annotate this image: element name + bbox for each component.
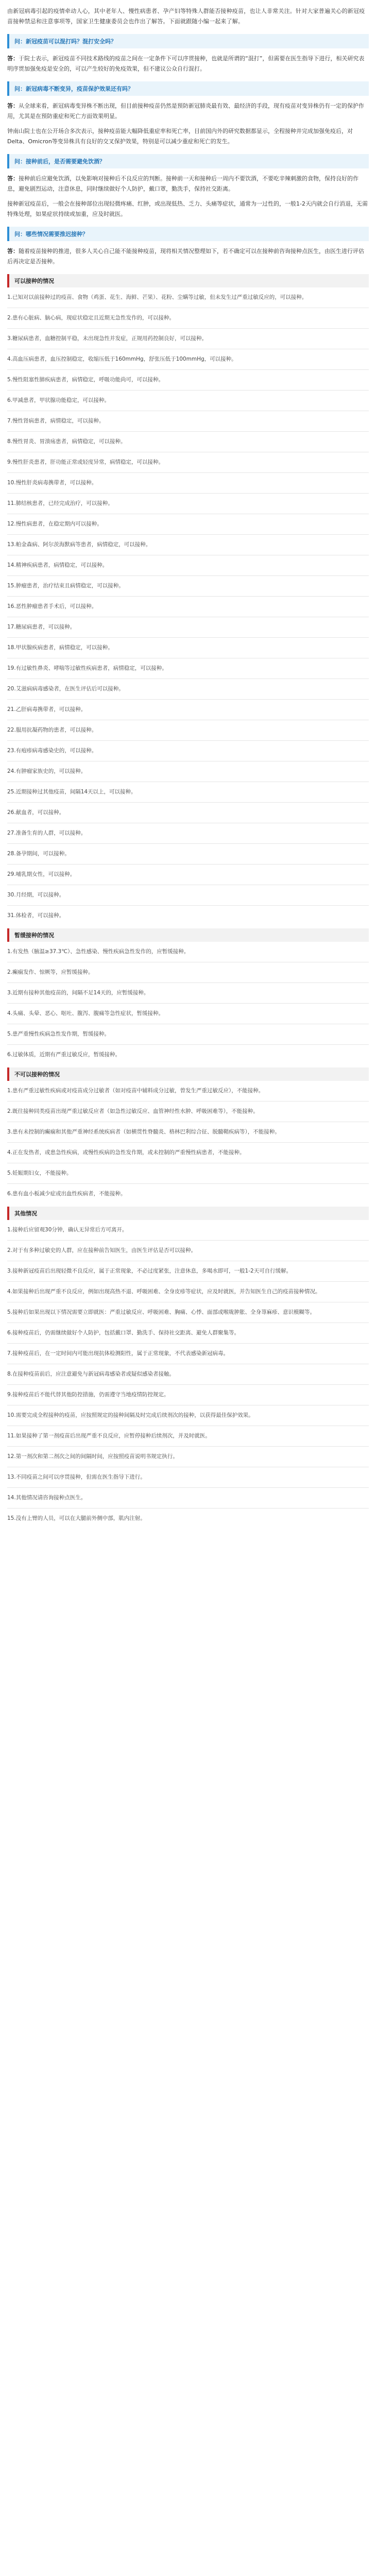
qa-block-2 (7, 81, 369, 146)
divider (7, 1281, 369, 1282)
divider (7, 596, 369, 597)
list-item: 7.接种疫苗后，在一定时间内可能出现抗体检测阳性，属于正常现象，不代表感染新冠病毒。 (7, 1350, 229, 1357)
list-item: 8.在接种疫苗前后，应注意避免与新冠病毒感染者或疑似感染者接触。 (7, 1371, 175, 1377)
answer-text: 于院士表示，新冠疫苗不同技术路线的疫苗之间在一定条件下可以序贯接种，也就是所谓的“混打”，但需要在医生指导下进行，相关研究表明序贯加强免疫是安全的，可以产生较好的免疫效果，但不建议公众自行混打。 (7, 55, 365, 72)
list-item: 3.糖尿病患者，血糖控制平稳，未出现急性并发症，正规用药控制良好，可以接种。 (7, 335, 208, 342)
divider (7, 1142, 369, 1143)
question-heading: 问：新冠病毒不断变异，疫苗保护效果还有吗？ (7, 81, 369, 96)
list-item: 4.如果接种后出现严重不良反应，例如出现高热不退、呼吸困难、全身皮疹等症状，应及时就医，并告知医生自己的疫苗接种情况。 (7, 1289, 321, 1295)
divider (7, 864, 369, 865)
answer-text: 从全球来看，新冠病毒变异株不断出现，但目前接种疫苗仍然是预防新冠肺炎最有效、最经济的手段，现有疫苗对变异株仍有一定的保护作用，尤其是在预防重症和死亡方面效果明显。 (7, 103, 364, 120)
qa-block-1 (7, 34, 369, 74)
divider (7, 982, 369, 983)
list-item: 26.献血者，可以接种。 (7, 809, 65, 816)
divider (7, 1446, 369, 1447)
answer-paragraph-2: 接种新冠疫苗后，一般会在接种部位出现轻微疼痛、红肿，或出现低热、乏力、头痛等症状，通常为一过性的，一般1-2天内就会自行消退，无需特殊处理，如果症状持续或加重，应及时就医。 (7, 200, 368, 217)
answer-lead: 答： (7, 248, 19, 255)
list-item: 25.近期接种过其他疫苗，间隔14天以上，可以接种。 (7, 789, 136, 795)
list-item: 22.服用抗凝药物的患者，可以接种。 (7, 727, 97, 733)
list-item: 12.第一剂次和第二剂次之间的间隔时间，应按照疫苗说明书规定执行。 (7, 1453, 178, 1460)
list-item: 5.妊娠期妇女，不能接种。 (7, 1170, 72, 1176)
list-item: 5.接种后如果出现以下情况需要立即就医：严重过敏反应、呼吸困难、胸痛、心悸、面部或喉咙肿胀、全身荨麻疹、意识模糊等。 (7, 1309, 316, 1315)
list-item: 23.有疱疹病毒感染史的，可以接种。 (7, 748, 97, 754)
list-item: 5.慢性阻塞性肺疾病患者，病情稳定，呼吸功能尚可，可以接种。 (7, 377, 164, 383)
list-item: 13.帕金森病、阿尔茨海默病等患者，病情稳定，可以接种。 (7, 541, 151, 548)
section-other (7, 1207, 369, 1523)
list-item: 5.患严重慢性疾病急性发作期，暂缓接种。 (7, 1031, 110, 1037)
list-item: 3.接种新冠疫苗后出现轻微不良反应，属于正常现象，不必过度紧张，注意休息，多喝水即可，一般1-2天可自行缓解。 (7, 1268, 292, 1274)
section-heading: 暂缓接种的情况 (7, 928, 369, 942)
divider (7, 390, 369, 391)
divider (7, 493, 369, 494)
list-item: 14.其他情况请咨询接种点医生。 (7, 1495, 87, 1501)
list-item: 12.慢性病患者，在稳定期内可以接种。 (7, 521, 102, 527)
list-item: 6.过敏体质，近期有严重过敏反应，暂缓接种。 (7, 1052, 121, 1058)
divider (7, 740, 369, 741)
section-can-vaccinate (7, 274, 369, 921)
divider (7, 1183, 369, 1184)
list-item: 4.头痛、头晕、恶心、呕吐、腹泻、腹痛等急性症状，暂缓接种。 (7, 1010, 164, 1016)
list-item: 15.没有上臂的人员，可以在大腿前外侧中部，肌内注射。 (7, 1515, 146, 1521)
list-item: 21.乙肝病毒携带者，可以接种。 (7, 706, 87, 713)
list-item: 3.近期有接种其他疫苗的，间隔不足14天的，应暂缓接种。 (7, 990, 149, 996)
divider (7, 1044, 369, 1045)
qa-block-4 (7, 227, 369, 266)
list-item: 30.月经期，可以接种。 (7, 892, 65, 898)
divider (7, 1487, 369, 1488)
qa-block-3 (7, 154, 369, 219)
divider (7, 1384, 369, 1385)
list-item: 1.已知对以前接种过的疫苗、食物（鸡蛋、花生、海鲜、芒果）、花粉、尘螨等过敏，但未发生过严重过敏反应的，可以接种。 (7, 294, 307, 300)
answer-lead: 答： (7, 175, 19, 182)
list-item: 9.接种疫苗后不能代替其他防控措施，仍需遵守当地疫情防控规定。 (7, 1392, 169, 1398)
intro-paragraph: 由新冠病毒引起的疫情牵动人心，其中老年人、慢性病患者、孕产妇等特殊人群能否接种疫苗，也让人非常关注。针对大家普遍关心的新冠疫苗接种禁忌和注意事项等，国家卫生健康委员会也作出了解答。下面就跟随小编一起来了解。 (7, 8, 365, 25)
answer-paragraph (7, 54, 369, 74)
answer-text: 随着疫苗接种的推进，很多人关心自己能不能接种疫苗，现将相关情况整理如下，若不确定可以在接种前咨询接种点医生，由医生进行评估后再决定是否接种。 (7, 248, 364, 265)
divider (7, 905, 369, 906)
list-item: 6.甲减患者，甲状腺功能稳定，可以接种。 (7, 397, 110, 403)
list-item: 13.不同疫苗之间可以序贯接种，但需在医生指导下进行。 (7, 1474, 146, 1480)
question-heading: 问：新冠疫苗可以混打吗？混打安全吗？ (7, 34, 369, 48)
list-item: 16.恶性肿瘤患者手术后，可以接种。 (7, 603, 97, 609)
divider (7, 637, 369, 638)
list-item: 6.患有血小板减少症或出血性疾病者，不能接种。 (7, 1191, 126, 1197)
divider (7, 699, 369, 700)
divider (7, 1343, 369, 1344)
list-item: 14.精神疾病患者，病情稳定，可以接种。 (7, 562, 108, 568)
divider (7, 472, 369, 473)
answer-paragraph (7, 174, 369, 194)
list-item: 9.慢性肝炎患者，肝功能正常或轻度异常，病情稳定，可以接种。 (7, 459, 164, 465)
list-item: 10.慢性肝炎病毒携带者，可以接种。 (7, 480, 97, 486)
list-item: 7.慢性肾病患者，病情稳定，可以接种。 (7, 418, 105, 424)
list-item: 31.体检者，可以接种。 (7, 912, 65, 919)
divider (7, 802, 369, 803)
divider (7, 1003, 369, 1004)
list-item: 4.高血压病患者，血压控制稳定，收缩压低于160mmHg，舒张压低于100mmHg，可以接种。 (7, 356, 237, 362)
divider (7, 328, 369, 329)
answer-lead: 答： (7, 103, 19, 109)
divider (7, 534, 369, 535)
section-heading: 其他情况 (7, 1207, 369, 1220)
list-item: 2.既往接种同类疫苗出现严重过敏反应者（如急性过敏反应、血管神经性水肿、呼吸困难等），不能接种。 (7, 1108, 259, 1114)
list-item: 11.如果接种了第一剂疫苗后出现严重不良反应，应暂停接种后续剂次，并及时就医。 (7, 1433, 211, 1439)
list-item: 2.患有心脏病、脑心病，现症状稳定且近期无急性发作的，可以接种。 (7, 315, 175, 321)
list-item: 17.糖尿病患者，可以接种。 (7, 624, 76, 630)
question-heading: 问：接种前后，是否需要避免饮酒？ (7, 154, 369, 168)
list-item: 19.有过敏性鼻炎、哮喘等过敏性疾病患者，病情稳定，可以接种。 (7, 665, 167, 671)
list-item: 2.对于有多种过敏史的人群，应在接种前告知医生，由医生评估是否可以接种。 (7, 1247, 197, 1253)
list-item: 3.患有未控制的癫痫和其他严重神经系统疾病者（如横贯性脊髓炎、格林巴利综合征、脱髓鞘疾病等），不能接种。 (7, 1129, 280, 1135)
list-item: 4.正在发热者，或患急性疾病，或慢性疾病的急性发作期，或未控制的严重慢性病患者，不能接种。 (7, 1149, 245, 1156)
list-item: 1.接种后应留观30分钟，确认无异常后方可离开。 (7, 1227, 128, 1233)
divider (7, 1240, 369, 1241)
list-item: 2.癫痫发作、惊厥等，应暂缓接种。 (7, 969, 94, 975)
list-item: 24.有肿瘤家族史的，可以接种。 (7, 768, 87, 774)
list-item: 29.哺乳期女性，可以接种。 (7, 871, 76, 877)
list-item: 27.准备生育的人群，可以接种。 (7, 830, 87, 836)
divider (7, 369, 369, 370)
section-cannot-vaccinate (7, 1067, 369, 1199)
divider (7, 431, 369, 432)
divider (7, 843, 369, 844)
list-item: 1.有发热（腋温≥37.3℃）、急性感染、慢性疾病急性发作的，应暂缓接种。 (7, 948, 190, 955)
list-item: 10.需要完成全程接种的疫苗，应按照规定的接种间隔及时完成后续剂次的接种，以获得最佳保护效果。 (7, 1412, 254, 1418)
list-item: 8.慢性胃炎、胃溃疡患者，病情稳定，可以接种。 (7, 438, 126, 445)
list-item: 20.艾滋病病毒感染者，在医生评估后可以接种。 (7, 686, 124, 692)
section-heading: 不可以接种的情况 (7, 1067, 369, 1081)
list-item: 15.肿瘤患者，治疗结束且病情稳定，可以接种。 (7, 583, 124, 589)
list-item: 11.肺结核患者，已经完成治疗，可以接种。 (7, 500, 113, 506)
section-heading: 可以接种的情况 (7, 274, 369, 287)
list-item: 18.甲状腺疾病患者，病情稳定，可以接种。 (7, 645, 113, 651)
answer-paragraph (7, 246, 369, 266)
divider (7, 575, 369, 576)
answer-text: 接种前后应避免饮酒，以免影响对接种后不良反应的判断。接种前一天和接种后一周内不要饮酒，不要吃辛辣刺激的食物，保持良好的作息，避免剧烈运动，注意休息，同时继续做好个人防护，戴口罩，勤洗手，保持社交距离。 (7, 175, 358, 192)
answer-paragraph-2: 钟南山院士也在公开场合多次表示，接种疫苗能大幅降低重症率和死亡率，目前国内外的研究数据都显示，全程接种并完成加强免疫后，对Delta、Omicron等变异株具有良好的交叉保护效果，特别是可以减少重症和死亡的发生。 (7, 128, 353, 145)
answer-lead: 答： (7, 55, 19, 62)
list-item: 28.备孕期间，可以接种。 (7, 851, 70, 857)
answer-paragraph (7, 101, 369, 121)
list-item: 1.患有严重过敏性疾病或对疫苗成分过敏者（如对疫苗中辅料成分过敏，曾发生严重过敏反应），不能接种。 (7, 1088, 264, 1094)
section-postpone (7, 928, 369, 1060)
divider (7, 1508, 369, 1509)
question-heading: 问：哪些情况需要推迟接种？ (7, 227, 369, 241)
list-item: 6.接种疫苗后，仍需继续做好个人防护，包括戴口罩、勤洗手、保持社交距离、避免人群聚集等。 (7, 1330, 240, 1336)
